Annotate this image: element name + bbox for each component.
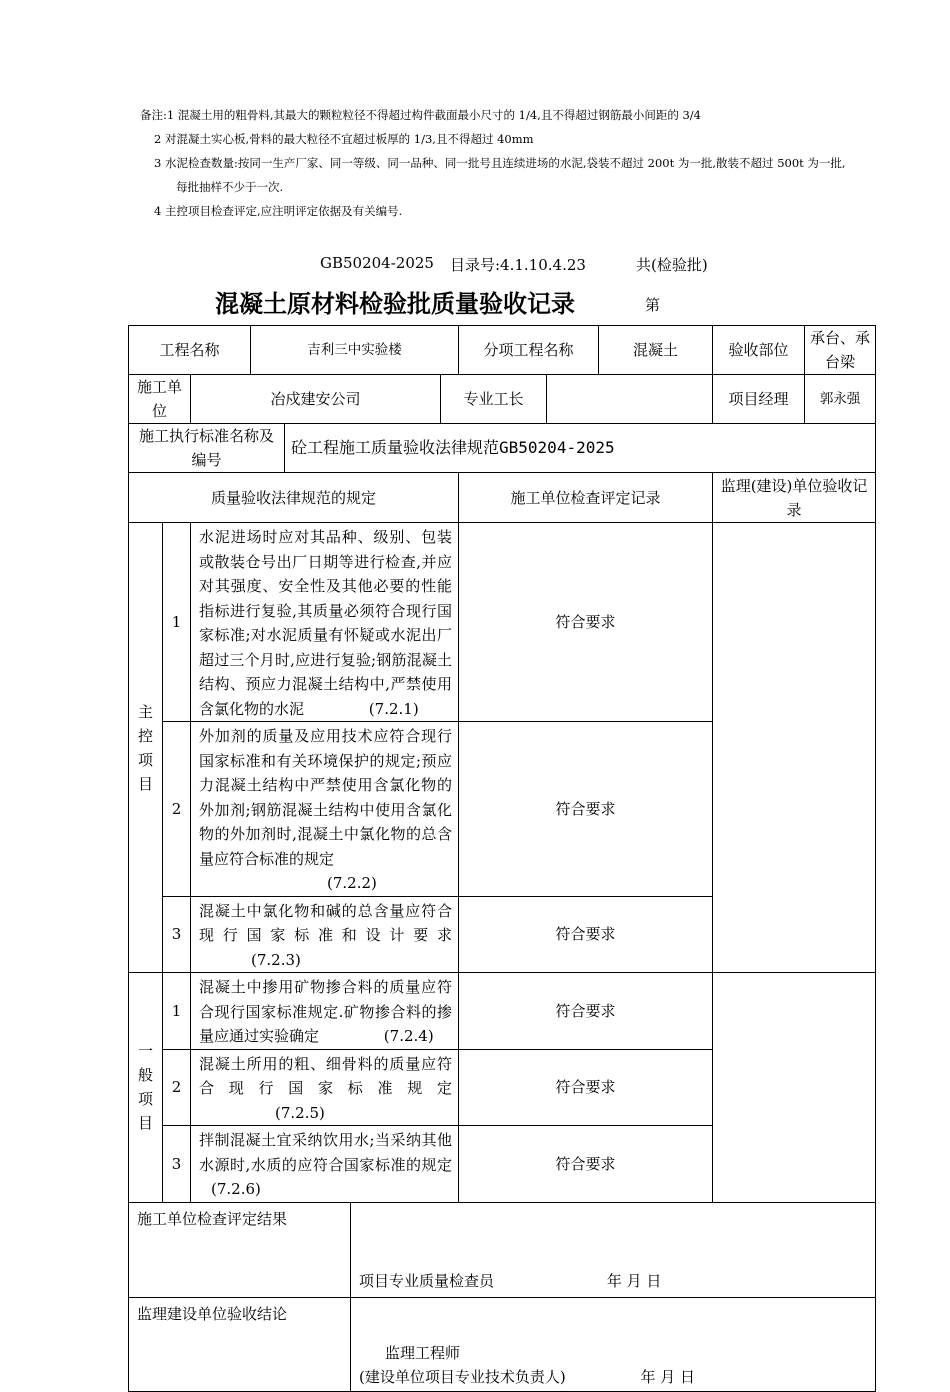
- standard-value: 砼工程施工质量验收法律规范GB50204-2025: [285, 424, 876, 473]
- contractor-check-header: 施工单位检查评定记录: [459, 473, 713, 523]
- contractor-result-row: [129, 1202, 876, 1297]
- project-manager-label: 项目经理: [713, 375, 805, 424]
- clause-ref: (7.2.2): [327, 874, 377, 892]
- general-item-number: 3: [163, 1126, 191, 1203]
- main-items-label: 主 控 项 目: [129, 523, 163, 973]
- main-item-row-1: [129, 523, 876, 722]
- main-item-result: 符合要求: [459, 523, 713, 722]
- clause-ref: (7.2.4): [383, 1027, 434, 1045]
- supervisor-result-label: 监理建设单位验收结论: [129, 1297, 351, 1391]
- general-item-spec: 拌制混凝土宜采纳饮用水;当采纳其他水源时,水质的应符合国家标准的规定 (7.2.6): [191, 1126, 459, 1203]
- general-items-supervisor-record: [713, 973, 876, 1203]
- general-item-result: 符合要求: [459, 1126, 713, 1203]
- page-prefix: 第: [645, 296, 661, 314]
- note-4: 4 主控项目检查评定,应注明评定依据及有关编号.: [154, 204, 403, 218]
- spec-column-header: 质量验收法律规范的规定: [129, 473, 459, 523]
- supervisor-result-content: [351, 1297, 876, 1391]
- inspection-part-label: 验收部位: [713, 326, 805, 375]
- construction-unit-label: 施工单位: [129, 375, 191, 424]
- general-item-spec: 混凝土所用的粗、细骨料的质量应符合现行国家标准规定 (7.2.5): [191, 1049, 459, 1126]
- main-item-spec: 混凝土中氯化物和碱的总含量应符合现行国家标准和设计要求 (7.2.3): [191, 896, 459, 973]
- sub-project-value: 混凝土: [599, 326, 713, 375]
- contractor-result-content: [351, 1202, 876, 1297]
- project-name-label: 工程名称: [129, 326, 251, 375]
- page-title: 混凝土原材料检验批质量验收记录: [215, 290, 575, 318]
- inspection-part-value: 承台、承台梁: [805, 326, 876, 375]
- main-item-spec: 水泥进场时应对其品种、级别、包装或散装仓号出厂日期等进行检查,并应对其强度、安全性及其他必要的性能指标进行复验,其质量必须符合现行国家标准;对水泥质量有怀疑或水泥出厂超过三个月时,应进行复验;钢筋混凝土结构、预应力混凝土结构中,严禁使用含氯化物的水泥 (7.2.1): [191, 523, 459, 722]
- inspection-form: [128, 325, 876, 1392]
- general-item-row-1: [129, 973, 876, 1050]
- owner-rep-label: (建设单位项目专业技术负责人): [359, 1367, 566, 1386]
- general-item-spec: 混凝土中掺用矿物掺合料的质量应符合现行国家标准规定.矿物掺合料的掺量应通过实验确定 (7.2.4): [191, 973, 459, 1050]
- main-item-result: 符合要求: [459, 722, 713, 897]
- main-item-number: 3: [163, 896, 191, 973]
- foreman-value: [547, 375, 713, 424]
- note-3: 3 水泥检查数量:按同一生产厂家、同一等级、同一品种、同一批号且连续进场的水泥,袋装不超过 200t 为一批,散装不超过 500t 为一批,: [154, 156, 846, 170]
- supervising-engineer-label: 监理工程师: [385, 1343, 461, 1362]
- main-items-supervisor-record: [713, 523, 876, 973]
- general-item-result: 符合要求: [459, 973, 713, 1050]
- project-manager-value: 郭永强: [805, 375, 876, 424]
- column-header-row: [129, 473, 876, 523]
- clause-ref: (7.2.6): [211, 1180, 261, 1198]
- batch-total: 共(检验批): [636, 256, 708, 274]
- standard-code: GB50204-2025: [320, 254, 434, 272]
- project-name-value: 吉利三中实验楼: [251, 326, 459, 375]
- main-item-number: 1: [163, 523, 191, 722]
- clause-ref: (7.2.1): [368, 699, 419, 718]
- info-row-1: [129, 326, 876, 375]
- main-item-spec: 外加剂的质量及应用技术应符合现行国家标准和有关环境保护的规定;预应力混凝土结构中严禁使用含氯化物的外加剂;钢筋混凝土结构中使用含氯化物的外加剂时,混凝土中氯化物的总含量应符合标准的规定 (7.2.2): [191, 722, 459, 897]
- note-3-continued: 每批抽样不少于一次.: [176, 180, 284, 194]
- general-items-label: 一 般 项 目: [129, 973, 163, 1203]
- construction-unit-value: 冶戍建安公司: [191, 375, 441, 424]
- info-row-3: [129, 424, 876, 473]
- supervisor-result-row: [129, 1297, 876, 1391]
- main-item-number: 2: [163, 722, 191, 897]
- note-1: 备注:1 混凝土用的粗骨料,其最大的颗粒粒径不得超过构件截面最小尺寸的 1/4,且不得超过钢筋最小间距的 3/4: [140, 108, 701, 122]
- supervisor-check-header: 监理(建设)单位验收记录: [713, 473, 876, 523]
- foreman-label: 专业工长: [441, 375, 547, 424]
- general-item-number: 1: [163, 973, 191, 1050]
- sub-project-label: 分项工程名称: [459, 326, 599, 375]
- note-2: 2 对混凝土实心板,骨料的最大粒径不宜超过板厚的 1/3,且不得超过 40mm: [154, 132, 534, 146]
- general-item-result: 符合要求: [459, 1049, 713, 1126]
- info-row-2: [129, 375, 876, 424]
- supervisor-date: 年 月 日: [640, 1367, 696, 1386]
- standard-label: 施工执行标准名称及编号: [129, 424, 285, 473]
- general-item-number: 2: [163, 1049, 191, 1126]
- clause-ref: (7.2.3): [251, 950, 301, 969]
- main-item-result: 符合要求: [459, 896, 713, 973]
- clause-ref: (7.2.5): [275, 1103, 325, 1122]
- notes-block: [140, 103, 900, 223]
- contractor-result-label: 施工单位检查评定结果: [129, 1202, 351, 1297]
- catalog-number: 目录号:4.1.10.4.23: [450, 256, 586, 274]
- contractor-date: 年 月 日: [606, 1271, 662, 1290]
- quality-inspector-label: 项目专业质量检查员: [359, 1271, 495, 1290]
